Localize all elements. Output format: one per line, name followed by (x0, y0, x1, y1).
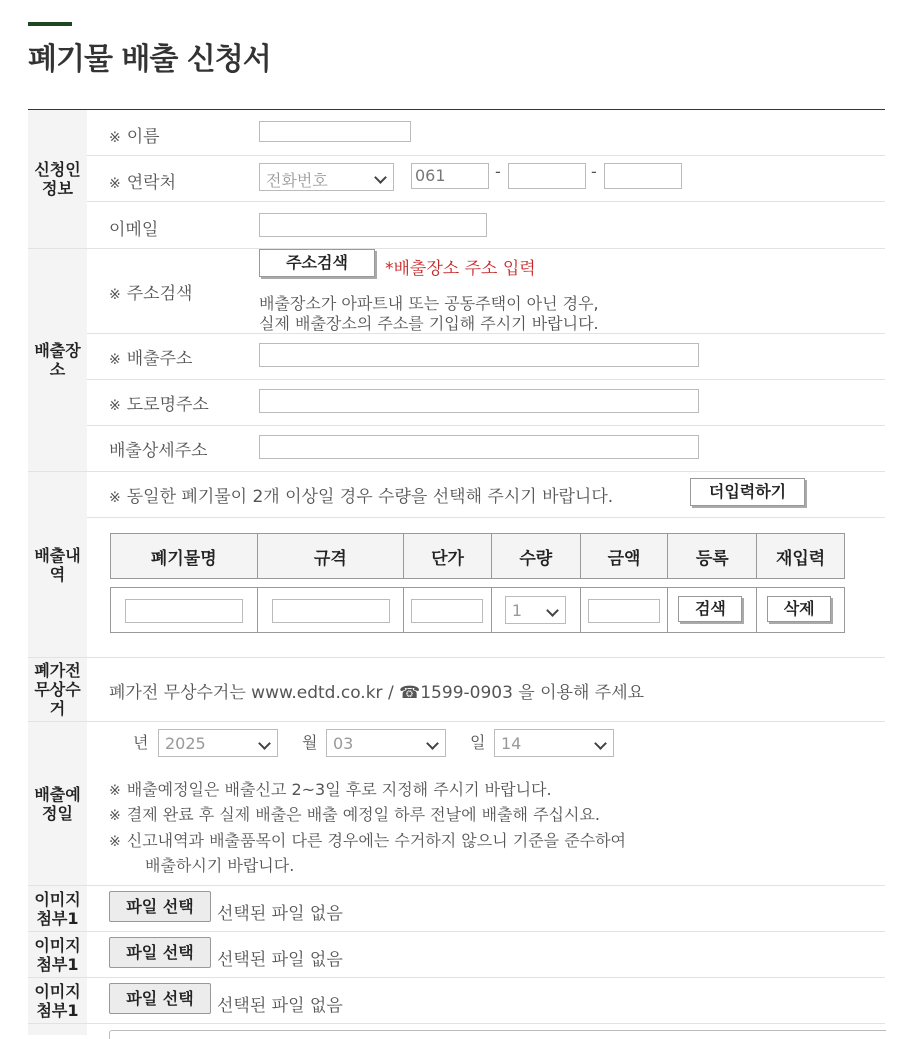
phone-label: ※ 연락처 (109, 173, 177, 193)
email-label: 이메일 (109, 220, 159, 240)
add-more-button[interactable]: 더입력하기 (690, 478, 805, 506)
section-header-place: 배출장 소 (28, 249, 87, 471)
chevron-down-icon (594, 737, 607, 750)
day-label: 일 (470, 733, 486, 752)
phone-dash: - (495, 162, 501, 181)
item-search-button[interactable]: 검색 (678, 596, 742, 622)
address-required-note: *배출장소 주소 입력 (385, 259, 536, 279)
col-header: 단가 (404, 534, 492, 579)
address-help-line-1: 배출장소가 아파트내 또는 공동주택이 아닌 경우, (259, 294, 599, 313)
road-address-input[interactable] (259, 389, 699, 413)
month-label: 월 (302, 733, 318, 752)
section-header-appliance: 폐가전 무상수 거 (28, 658, 87, 721)
quantity-select[interactable]: 1 (505, 596, 566, 624)
quantity-cell (491, 588, 580, 633)
phone-carrier-select[interactable]: 전화번호 (259, 163, 394, 191)
register-cell (668, 588, 757, 633)
section-applicant (28, 110, 885, 249)
title-accent-bar (28, 22, 72, 26)
year-label: 년 (133, 733, 149, 752)
row-detail-address (87, 426, 885, 471)
section-items (28, 472, 885, 658)
amount-cell (580, 588, 668, 633)
section-header-items: 배출내 역 (28, 472, 87, 657)
address-search-label: ※ 주소검색 (109, 284, 193, 304)
year-select[interactable]: 2025 (158, 729, 278, 757)
table-row (111, 588, 845, 633)
col-header: 재입력 (757, 534, 845, 579)
unit-price-input[interactable] (411, 599, 483, 623)
section-header-next (28, 1024, 87, 1035)
section-appliance (28, 658, 885, 722)
section-header-attachment: 이미지 첨부1 (28, 932, 87, 977)
col-header: 수량 (491, 534, 580, 579)
item-delete-button[interactable]: 삭제 (767, 596, 831, 622)
row-address-search (87, 249, 885, 334)
col-header: 규격 (257, 534, 404, 579)
name-label: ※ 이름 (109, 127, 160, 147)
waste-name-cell (111, 588, 258, 633)
phone-dash: - (591, 162, 597, 181)
unit-price-cell (404, 588, 492, 633)
file-select-button[interactable]: 파일 선택 (109, 983, 211, 1014)
items-header-row (111, 534, 845, 579)
address-help-line-2: 실제 배출장소의 주소를 기입해 주시기 바랍니다. (259, 314, 599, 333)
spec-input[interactable] (272, 599, 390, 623)
section-header-applicant: 신청인 정보 (28, 110, 87, 248)
section-attachment-2 (28, 932, 885, 978)
section-attachment-1 (28, 886, 885, 932)
col-header: 등록 (668, 534, 757, 579)
file-status: 선택된 파일 없음 (217, 904, 343, 924)
items-table (110, 533, 845, 633)
page-title: 폐기물 배출 신청서 (28, 42, 271, 77)
row-items-notice (87, 472, 885, 518)
chevron-down-icon (374, 171, 387, 184)
phone-part2-input[interactable] (508, 163, 586, 189)
items-notice: ※ 동일한 폐기물이 2개 이상일 경우 수량을 선택해 주시기 바랍니다. (109, 487, 614, 507)
file-select-button[interactable]: 파일 선택 (109, 937, 211, 968)
chevron-down-icon (258, 737, 271, 750)
section-header-attachment: 이미지 첨부1 (28, 978, 87, 1023)
row-email (87, 202, 885, 248)
day-select[interactable]: 14 (494, 729, 614, 757)
schedule-note-3: ※ 신고내역과 배출품목이 다른 경우에는 수거하지 않으니 기준을 준수하여 (109, 831, 627, 850)
spec-cell (257, 588, 404, 633)
row-road-address (87, 380, 885, 426)
detail-address-label: 배출상세주소 (109, 441, 208, 461)
schedule-note-2: ※ 결제 완료 후 실제 배출은 배출 예정일 하루 전날에 배출해 주십시요. (109, 805, 600, 824)
row-phone (87, 156, 885, 202)
detail-address-input[interactable] (259, 435, 699, 459)
schedule-note-3b: 배출하시기 바랍니다. (145, 856, 295, 875)
section-header-attachment: 이미지 첨부1 (28, 886, 87, 931)
phone-part1-input[interactable]: 061 (411, 163, 489, 189)
row-name (87, 110, 885, 156)
waste-name-input[interactable] (125, 599, 243, 623)
chevron-down-icon (546, 604, 559, 617)
section-header-schedule: 배출예 정일 (28, 722, 87, 885)
section-attachment-3 (28, 978, 885, 1024)
col-header: 폐기물명 (111, 534, 258, 579)
month-select[interactable]: 03 (326, 729, 446, 757)
address-label: ※ 배출주소 (109, 349, 193, 369)
email-input[interactable] (259, 213, 487, 237)
file-select-button[interactable]: 파일 선택 (109, 891, 211, 922)
phone-part3-input[interactable] (604, 163, 682, 189)
items-spacer-row (111, 579, 845, 588)
amount-input[interactable] (588, 599, 660, 623)
row-items-table (87, 518, 885, 657)
name-input[interactable] (259, 121, 411, 142)
chevron-down-icon (426, 737, 439, 750)
row-address (87, 334, 885, 380)
road-address-label: ※ 도로명주소 (109, 395, 209, 415)
file-status: 선택된 파일 없음 (217, 996, 343, 1016)
section-schedule (28, 722, 885, 886)
address-search-button[interactable]: 주소검색 (259, 249, 375, 277)
appliance-info-text: 폐가전 무상수거는 www.edtd.co.kr / ☎1599-0903 을 이용해 주세요 (109, 683, 645, 703)
reset-cell (757, 588, 845, 633)
file-status: 선택된 파일 없음 (217, 950, 343, 970)
address-input[interactable] (259, 343, 699, 367)
schedule-note-1: ※ 배출예정일은 배출신고 2~3일 후로 지정해 주시기 바랍니다. (109, 780, 552, 799)
section-place (28, 249, 885, 472)
col-header: 금액 (580, 534, 668, 579)
